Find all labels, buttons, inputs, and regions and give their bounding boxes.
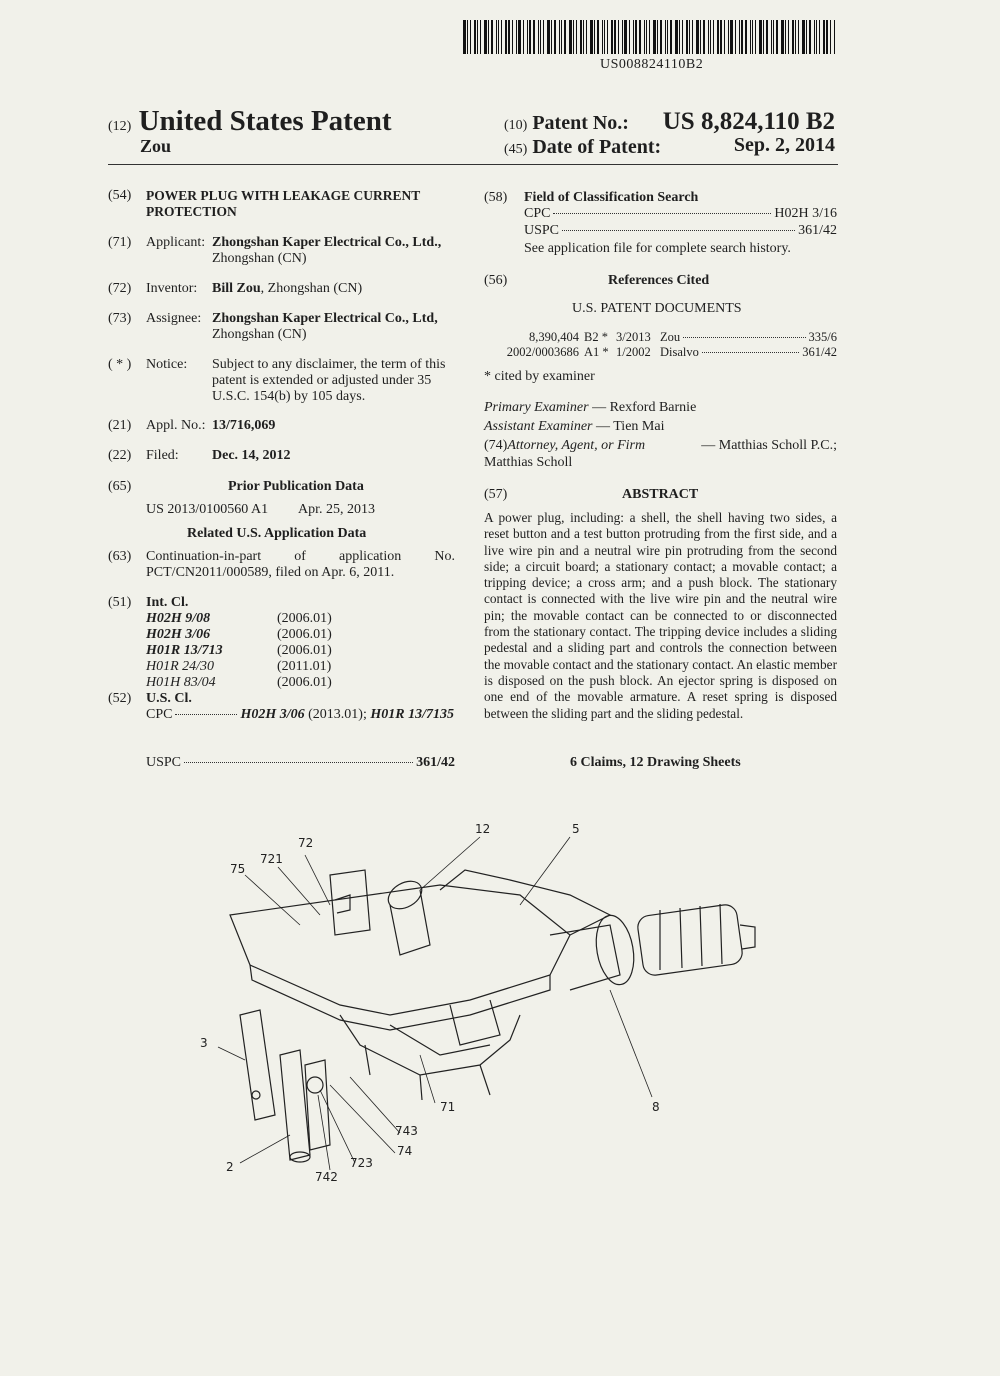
title-line1: POWER PLUG WITH LEAKAGE CURRENT [146, 188, 421, 203]
abstract-text: A power plug, including: a shell, the shell having two sides, a reset button and a test button protruding from the first side, and a live wire pin and a neutral wire pin protruding from the second side; a circuit board; a stationary contact; a movable contact; a tripping device; a cross arm; and a push block. The stationary contact is connected with the live wire pin and the neutral wire pin; the movable contact can be connected to or disconnected from the stationary contact. The tripping device includes a sliding pedestal and a sliding part and controls the connection between the movable contact and the stationary contact. An elastic member is disposed on the push block. An ejector spring is disposed on one end of the movable armature. A reset spring is disposed between the sliding part and the sliding pedestal. [484, 510, 837, 721]
barcode-text: US008824110B2 [600, 57, 704, 72]
code-73: (73) [108, 311, 132, 326]
continuation-word1: Continuation-in-part [146, 549, 262, 564]
continuation-word3: application [339, 549, 402, 564]
patent-number: US 8,824,110 B2 [662, 108, 835, 135]
code-72: (72) [108, 281, 132, 296]
ref-kind: A1 * [584, 345, 609, 359]
board-edge [250, 965, 550, 1030]
ref-class: 335/6 [808, 330, 837, 344]
inventor-label: Inventor: [146, 281, 198, 296]
cited-by-examiner: * cited by examiner [484, 369, 595, 384]
code-54: (54) [108, 188, 132, 203]
attorney-line1 [484, 438, 837, 454]
figure-reference-label: 72 [298, 836, 314, 850]
attorney-line2: Matthias Scholl [484, 455, 573, 470]
continuation-line2: PCT/CN2011/000589, filed on Apr. 6, 2011. [146, 565, 395, 580]
code-57: (57) [484, 487, 508, 502]
assistant-examiner-name: — Tien Mai [592, 419, 665, 434]
prior-pub-heading: Prior Publication Data [228, 479, 364, 494]
test-button [383, 876, 426, 915]
live-pin [240, 1010, 275, 1120]
appl-no-label: Appl. No.: [146, 418, 206, 433]
assignee-name: Zhongshan Kaper Electrical Co., Ltd, [212, 311, 438, 326]
ref-class: 361/42 [802, 345, 837, 359]
tripping-mechanism [340, 1015, 520, 1075]
figure-reference-label: 71 [440, 1100, 456, 1114]
cpc-cls-1: H02H 3/06 [240, 707, 305, 722]
leader-lines [218, 837, 652, 1170]
attorney-label: Attorney, Agent, or Firm [507, 438, 646, 453]
field-search-heading: Field of Classification Search [524, 190, 699, 205]
code-notice: ( * ) [108, 357, 132, 372]
code-10: (10) [504, 118, 528, 133]
applicant-location: Zhongshan (CN) [212, 251, 307, 266]
patent-type: United States Patent [138, 105, 392, 137]
notice-line3: U.S.C. 154(b) by 105 days. [212, 389, 366, 404]
field-cpc-label: CPC [524, 206, 551, 221]
patent-date: Sep. 2, 2014 [733, 134, 835, 156]
code-51: (51) [108, 595, 132, 610]
attorney-name: — Matthias Scholl P.C.; [701, 438, 837, 453]
code-22: (22) [108, 448, 132, 463]
code-21: (21) [108, 418, 132, 433]
prior-pub-number: US 2013/0100560 A1 [146, 502, 269, 517]
cpc-cls-2: H01R 13/7135 [370, 707, 454, 722]
assignee-label: Assignee: [146, 311, 202, 326]
figure-reference-label: 3 [200, 1036, 208, 1050]
code-52: (52) [108, 691, 132, 706]
figure-labels [200, 822, 660, 1184]
field-cpc-value: H02H 3/16 [774, 206, 837, 221]
ref-number: 2002/0003686 [506, 345, 579, 359]
ref-name-line [660, 329, 837, 345]
figure-reference-label: 8 [652, 1100, 660, 1114]
applicant-label: Applicant: [146, 235, 206, 250]
field-uspc-value: 361/42 [798, 223, 837, 238]
notice-line2: patent is extended or adjusted under 35 [212, 373, 432, 388]
date-label-text: Date of Patent: [532, 136, 662, 158]
patent-drawing [190, 815, 800, 1195]
prior-pub-date: Apr. 25, 2013 [298, 502, 375, 517]
figure-reference-label: 5 [572, 822, 580, 836]
ref-name-line [660, 344, 837, 360]
references-heading: References Cited [608, 273, 710, 288]
int-cl-version: (2006.01) [277, 675, 332, 690]
field-search-note: See application file for complete search history. [524, 241, 791, 256]
int-cl-version: (2006.01) [277, 627, 332, 642]
int-cl-heading: Int. Cl. [146, 595, 189, 610]
assignee-location: Zhongshan (CN) [212, 327, 307, 342]
inventor-name: Bill Zou [212, 281, 261, 296]
leader-dots [702, 352, 799, 353]
circuit-board [230, 885, 570, 1015]
continuation-word4: No. [434, 549, 455, 564]
primary-examiner-label: Primary Examiner [484, 400, 589, 415]
title-line2: PROTECTION [146, 204, 237, 219]
code-65: (65) [108, 479, 132, 494]
leader-dots [553, 213, 771, 214]
attorney-code: (74) [484, 438, 508, 453]
notice-line1: Subject to any disclaimer, the term of this [212, 357, 446, 372]
primary-examiner-name: — Rexford Barnie [588, 400, 697, 415]
int-cl-class: H01H 83/04 [146, 675, 216, 690]
figure-reference-label: 723 [350, 1156, 373, 1170]
patent-no-label-text: Patent No.: [532, 112, 629, 134]
plug-cylinder [636, 903, 743, 976]
appl-no-value: 13/716,069 [212, 418, 276, 433]
inventor-location: , Zhongshan (CN) [260, 281, 363, 296]
continuation-word2: of [294, 549, 306, 564]
assistant-examiner [484, 419, 664, 435]
ref-date: 3/2013 [616, 330, 651, 344]
leader-dots [683, 337, 805, 338]
int-cl-class: H02H 3/06 [146, 627, 211, 642]
field-uspc-label: USPC [524, 223, 560, 238]
field-search-cpc [524, 206, 837, 222]
int-cl-version: (2006.01) [277, 643, 332, 658]
us-cl-uspc-label: USPC [146, 755, 182, 770]
int-cl-version: (2006.01) [277, 611, 332, 626]
figure-reference-label: 2 [226, 1160, 234, 1174]
int-cl-class: H01R 24/30 [146, 659, 215, 674]
figure-reference-label: 12 [475, 822, 491, 836]
us-cl-uspc-value: 361/42 [416, 755, 455, 770]
code-45: (45) [504, 142, 528, 157]
figure-reference-label: 75 [230, 862, 246, 876]
code-63: (63) [108, 549, 132, 564]
figure-reference-label: 743 [395, 1124, 418, 1138]
inventor-short: Zou [140, 136, 172, 156]
ref-date: 1/2002 [616, 345, 651, 359]
us-patent-docs-heading: U.S. PATENT DOCUMENTS [572, 301, 742, 316]
int-cl-class: H02H 9/08 [146, 611, 211, 626]
code-58: (58) [484, 190, 508, 205]
code-12: (12) [108, 119, 132, 134]
code-56: (56) [484, 273, 508, 288]
us-cl-heading: U.S. Cl. [146, 691, 192, 706]
int-cl-class: H01R 13/713 [146, 643, 223, 658]
figure-reference-label: 742 [315, 1170, 338, 1184]
int-cl-version: (2011.01) [277, 659, 332, 674]
figure-reference-label: 74 [397, 1144, 413, 1158]
figure-reference-label: 721 [260, 852, 283, 866]
leader-dots [562, 230, 795, 231]
notice-label: Notice: [146, 357, 188, 372]
shell-part [440, 870, 610, 935]
filed-label: Filed: [146, 448, 179, 463]
field-search-uspc [524, 223, 837, 239]
related-heading: Related U.S. Application Data [187, 526, 367, 541]
ref-name: Zou [660, 330, 681, 344]
code-71: (71) [108, 235, 132, 250]
assistant-examiner-label: Assistant Examiner [484, 419, 593, 434]
ref-kind: B2 * [584, 330, 608, 344]
filed-value: Dec. 14, 2012 [212, 448, 291, 463]
us-cl-cpc-label: CPC [146, 707, 173, 722]
ref-name: Disalvo [660, 345, 699, 359]
primary-examiner [484, 400, 696, 416]
abstract-heading: ABSTRACT [622, 487, 699, 502]
cpc-yr-1: (2013.01); [304, 707, 371, 722]
ref-number: 8,390,404 [529, 330, 579, 344]
applicant-name: Zhongshan Kaper Electrical Co., Ltd., [212, 235, 442, 250]
claims-summary: 6 Claims, 12 Drawing Sheets [570, 755, 741, 770]
